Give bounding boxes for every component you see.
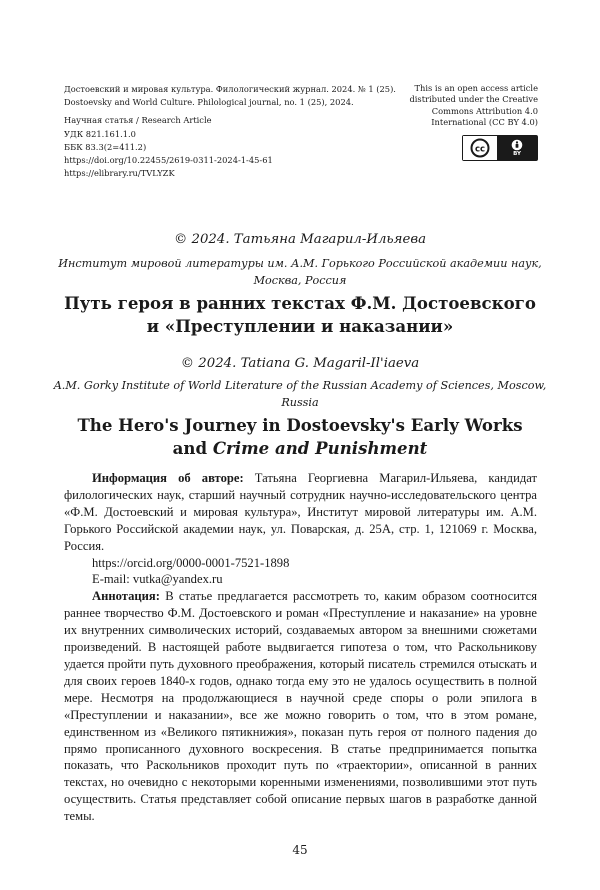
- journal-header: [64, 83, 404, 180]
- abstract-paragraph: [64, 588, 537, 825]
- title-en-line2: [0, 436, 600, 461]
- title-ru-line1: Путь героя в ранних текстах Ф.М. Достоевского: [64, 293, 536, 313]
- bbk-code: ББК 83.3(2=411.2): [64, 141, 147, 152]
- author-ru: © 2024. Татьяна Магарил-Ильяева: [173, 232, 427, 247]
- article-body: [64, 470, 537, 825]
- affiliation-en-line1: A.M. Gorky Institute of World Literature of the Russian Academy of Sciences, Moscow,: [53, 379, 547, 392]
- cc-by-badge[interactable]: [462, 135, 538, 161]
- journal-title-en: Dostoevsky and World Culture. Philological journal, no. 1 (25), 2024.: [64, 97, 354, 108]
- affiliation-en-line2: Russia: [281, 396, 319, 409]
- author-info-label: Информация об авторе:: [92, 471, 244, 485]
- affiliation-ru-line2: Москва, Россия: [253, 274, 347, 287]
- author-info-text: Татьяна Георгиевна Магарил-Ильяева, кандидат филологических наук, старший научный сотрудник научно-исследовательского центра «Ф.М. Достоевский и мировая культура», Институт мировой литературы им. А.М. Горького Российской академии наук, ул. Поварская, д. 25А, стр. 1, 121069 г. Москва, Россия.: [64, 471, 537, 553]
- person-icon: [511, 139, 523, 151]
- title-en-line1: The Hero's Journey in Dostoevsky's Early Works: [77, 415, 523, 435]
- title-en-prefix: and: [172, 438, 213, 458]
- license-line: distributed under the Creative: [409, 94, 538, 105]
- affiliation-ru-line1: Институт мировой литературы им. А.М. Горького Российской академии наук,: [58, 257, 542, 270]
- license-line: International (CC BY 4.0): [431, 117, 538, 128]
- author-en: © 2024. Tatiana G. Magaril-Il'iaeva: [180, 356, 420, 371]
- title-en-italic: Crime and Punishment: [212, 438, 428, 458]
- article-type: Научная статья / Research Article: [64, 115, 212, 126]
- journal-title-ru: Достоевский и мировая культура. Филологический журнал. 2024. № 1 (25).: [64, 84, 396, 94]
- license-line: Commons Attribution 4.0: [431, 105, 538, 116]
- abstract-label: Аннотация:: [92, 589, 160, 604]
- title-ru-line2: и «Преступлении и наказании»: [146, 316, 454, 336]
- author-info-paragraph: [64, 470, 537, 555]
- cc-logo-icon: [463, 136, 497, 160]
- doi-link[interactable]: https://doi.org/10.22455/2619-0311-2024-1-45-61: [64, 155, 273, 166]
- by-block: [497, 136, 537, 160]
- license-line: This is an open access article: [414, 83, 538, 93]
- elibrary-link[interactable]: https://elibrary.ru/TVLYZK: [64, 168, 175, 179]
- email-line[interactable]: E-mail: vutka@yandex.ru: [92, 572, 223, 587]
- page-number: 45: [292, 843, 308, 857]
- svg-text:cc: cc: [474, 143, 486, 154]
- license-notice: [368, 83, 538, 161]
- by-label: BY: [513, 150, 521, 157]
- orcid-line[interactable]: https://orcid.org/0000-0001-7521-1898: [92, 555, 290, 570]
- udc-code: УДК 821.161.1.0: [64, 128, 136, 139]
- abstract-text: В статье предлагается рассмотреть то, каким образом соотносится раннее творчество Ф.М. Достоевского и роман «Преступление и наказание» на уровне их внутренних символических историй, создаваемых автором за внешними сюжетами произведений. В настоящей работе выдвигается гипотеза о том, что Раскольникову удается пройти путь духовного преображения, который писатель стремился отыскать и для своих героев 1840-х годов, однако тогда ему это не удалось осуществить в полной мере. Несмотря на продолжающиеся в научной среде споры о роли эпилога в «Преступлении и наказании», все же можно говорить о том, что в этом романе, единственном из «Великого пятикнижия», показан путь героя от полного падения до прямо прописанного духовного воскресения. В статье предпринимается попытка показать, что Раскольников проходит путь по «траектории», описанной в ранних текстах, но очевидно с некоторыми коренными изменениями, позволившими этот путь осуществить. Статья представляет собой описание первых шагов в разработке данной темы.: [64, 589, 537, 824]
